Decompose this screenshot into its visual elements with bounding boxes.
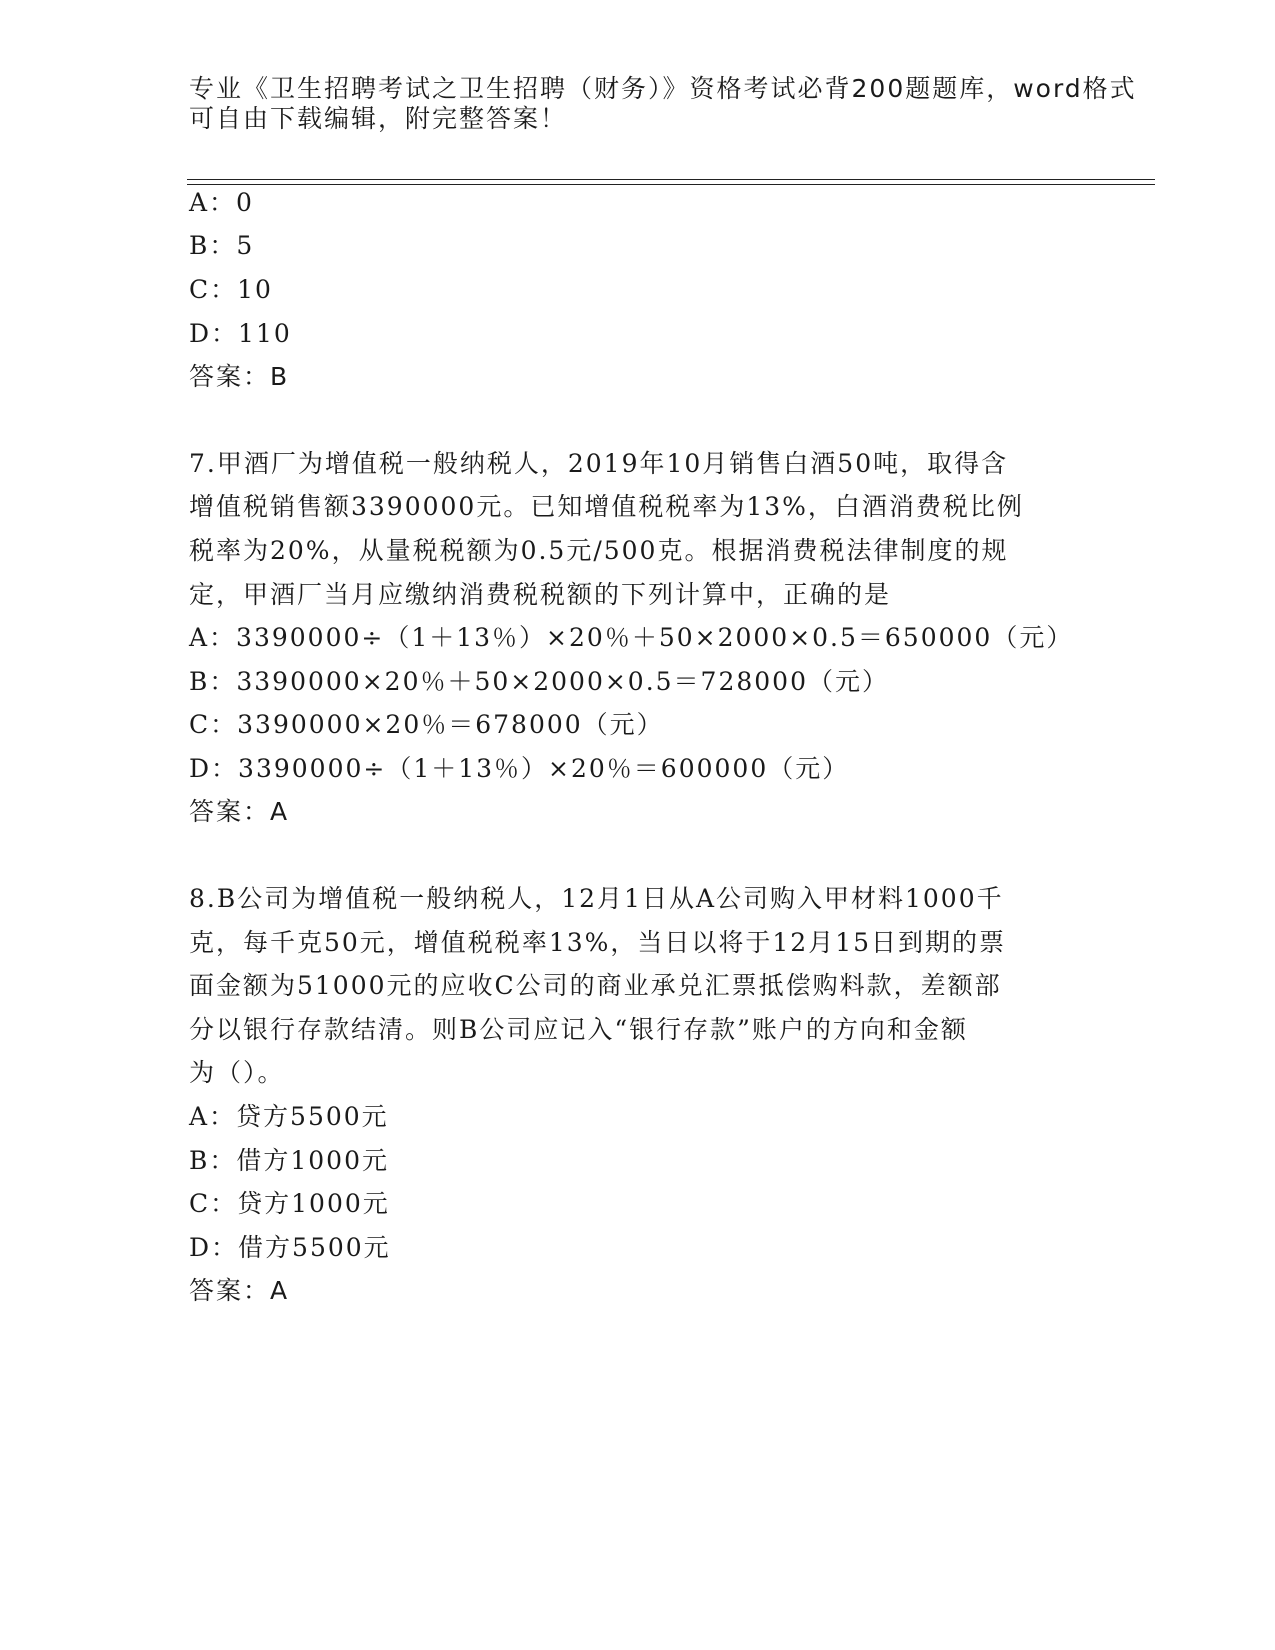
- q6-option-c: C：10: [189, 275, 273, 304]
- q7-stem-line: 增值税销售额3390000元。已知增值税税率为13%，白酒消费税比例: [189, 492, 1024, 521]
- q6-answer: 答案：B: [189, 362, 290, 391]
- q8-option-d: D：借方5500元: [189, 1233, 391, 1262]
- q7-stem-line: 7.甲酒厂为增值税一般纳税人，2019年10月销售白酒50吨，取得含: [189, 449, 1009, 478]
- q8-answer: 答案：A: [189, 1276, 290, 1305]
- q7-option-a: A：3390000÷（1＋13％）×20％＋50×2000×0.5＝650000（元）: [189, 623, 1074, 652]
- header-line-2: 可自由下载编辑，附完整答案！: [189, 104, 568, 133]
- q8-stem-line: 8.B公司为增值税一般纳税人，12月1日从A公司购入甲材料1000千: [189, 884, 1004, 913]
- q6-option-a: A：0: [189, 188, 254, 217]
- q7-option-c: C：3390000×20％＝678000（元）: [189, 710, 664, 739]
- q8-stem-line: 分以银行存款结清。则B公司应记入“银行存款”账户的方向和金额: [189, 1015, 968, 1044]
- q7-option-d: D：3390000÷（1＋13％）×20％＝600000（元）: [189, 754, 850, 783]
- q8-option-c: C：贷方1000元: [189, 1189, 390, 1218]
- header-line-1: 专业《卫生招聘考试之卫生招聘（财务）》资格考试必背200题题库，word格式: [189, 74, 1137, 103]
- q6-option-d: D：110: [189, 319, 292, 348]
- q7-stem-line: 税率为20%，从量税税额为0.5元/500克。根据消费税法律制度的规: [189, 536, 1009, 565]
- q8-stem-line: 为（）。: [189, 1058, 285, 1087]
- header-rule-bottom: [187, 184, 1155, 185]
- q7-option-b: B：3390000×20％＋50×2000×0.5＝728000（元）: [189, 667, 889, 696]
- q8-stem-line: 面金额为51000元的应收C公司的商业承兑汇票抵偿购料款，差额部: [189, 971, 1002, 1000]
- q6-option-b: B：5: [189, 231, 255, 260]
- header-rule-top: [187, 179, 1155, 180]
- q8-stem-line: 克，每千克50元，增值税税率13%，当日以将于12月15日到期的票: [189, 928, 1007, 957]
- q8-option-b: B：借方1000元: [189, 1146, 389, 1175]
- q7-stem-line: 定，甲酒厂当月应缴纳消费税税额的下列计算中，正确的是: [189, 580, 892, 609]
- document-header: [189, 74, 1137, 134]
- q7-answer: 答案：A: [189, 797, 290, 826]
- q8-option-a: A：贷方5500元: [189, 1102, 389, 1131]
